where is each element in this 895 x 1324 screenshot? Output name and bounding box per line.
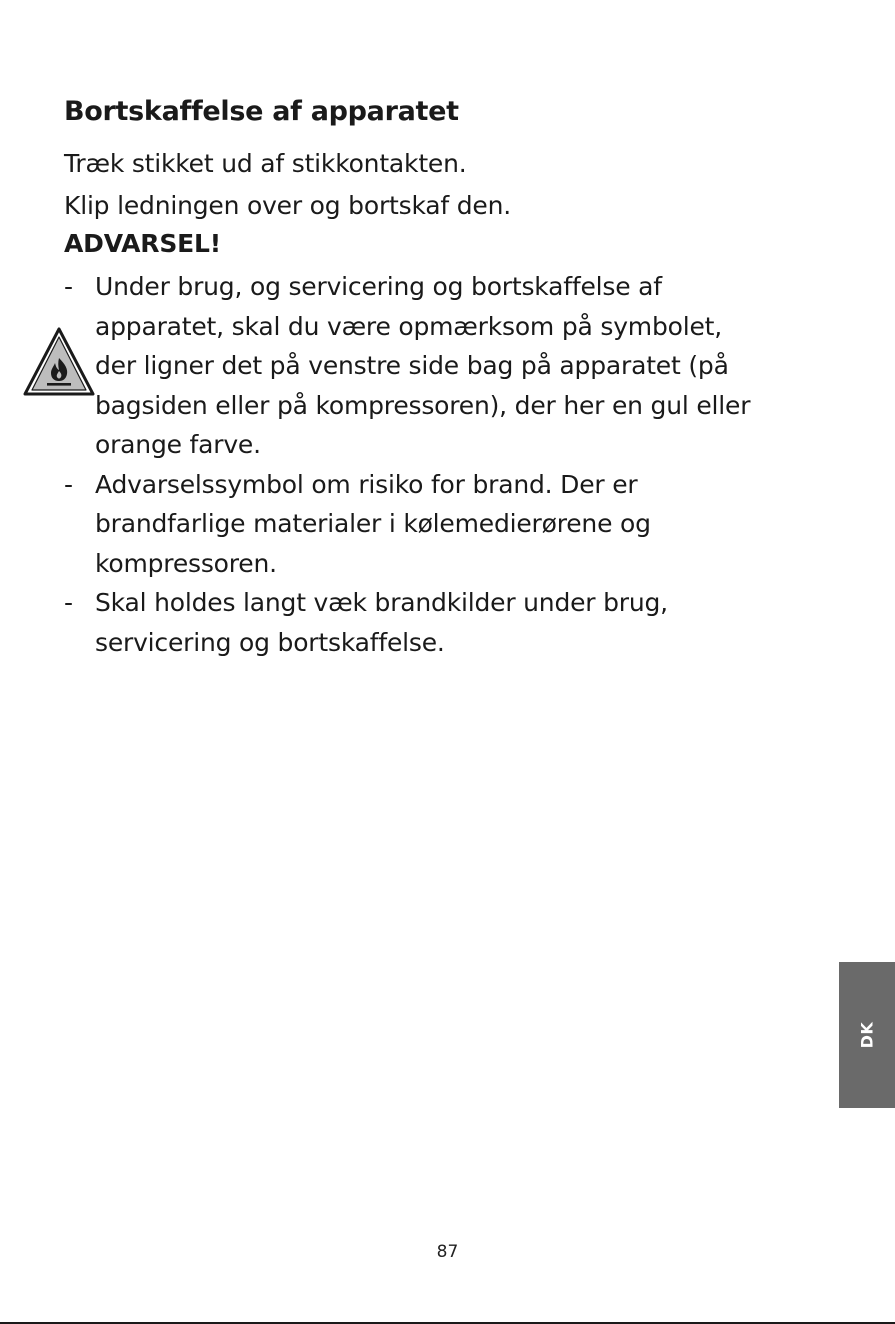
instruction-line-1: Træk stikket ud af stikkontakten. (64, 149, 467, 178)
bullet-line: Skal holdes langt væk brandkilder under brug, (95, 588, 668, 617)
language-tab-label: DK (857, 1021, 877, 1049)
bullet-text (95, 267, 824, 465)
bullet-text (95, 465, 824, 584)
section-heading: Bortskaffelse af apparatet (64, 96, 459, 127)
bullet-line: orange farve. (95, 430, 261, 459)
bullet-marker: - (64, 272, 74, 301)
bullet-marker: - (64, 588, 74, 617)
list-item (64, 583, 824, 662)
list-item (64, 465, 824, 584)
bullet-line: Advarselssymbol om risiko for brand. Der er (95, 469, 638, 499)
bullet-marker: - (64, 469, 74, 499)
bullet-line: kompressoren. (95, 548, 277, 578)
instruction-line-2: Klip ledningen over og bortskaf den. (64, 191, 511, 220)
list-item (64, 267, 824, 465)
page-number: 87 (436, 1242, 459, 1262)
bullet-line: bagsiden eller på kompressoren), der her en gul eller (95, 390, 751, 420)
warning-list (64, 267, 824, 662)
bullet-line: Under brug, og servicering og bortskaffelse af (95, 272, 662, 301)
bullet-text (95, 583, 824, 662)
warning-title: ADVARSEL! (64, 229, 221, 258)
language-tab (839, 962, 895, 1108)
bullet-line: der ligner det på venstre side bag på apparatet (på (95, 351, 729, 380)
bullet-line: servicering og bortskaffelse. (95, 627, 445, 657)
bullet-line: brandfarlige materialer i kølemedierørene og (95, 509, 651, 538)
bullet-line: apparatet, skal du være opmærksom på symbolet, (95, 311, 722, 341)
